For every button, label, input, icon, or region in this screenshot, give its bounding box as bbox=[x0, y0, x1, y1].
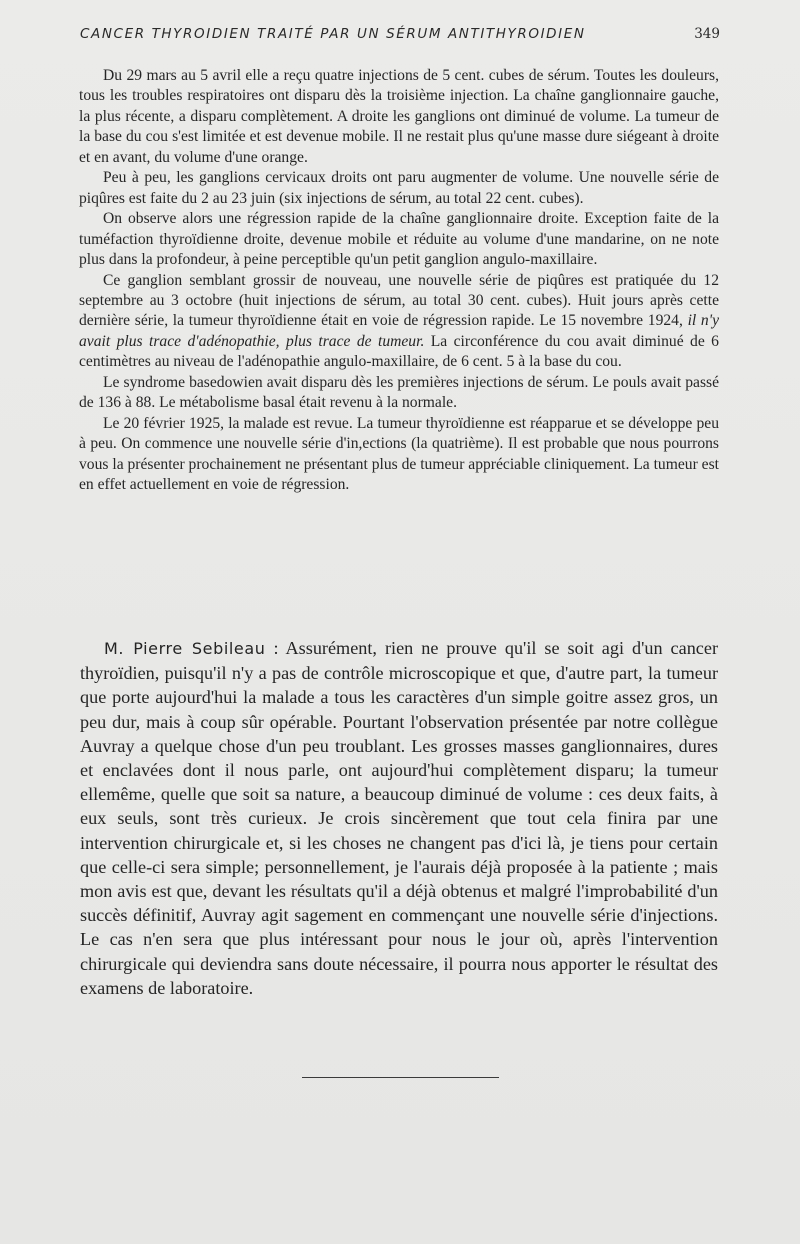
paragraph: Peu à peu, les ganglions cervicaux droits ont paru augmenter de volume. Une nouvelle série de piqûres est faite du 2 au 23 juin (six injections de sérum, au total 22 cent. cubes). bbox=[79, 169, 719, 207]
discussion-paragraph bbox=[80, 636, 718, 1000]
paragraph: Du 29 mars au 5 avril elle a reçu quatre injections de 5 cent. cubes de sérum. Toutes les douleurs, tous les troubles respiratoires ont disparu dès la troisième injection. La chaîne ganglionnaire gauche, la plus récente, a disparu complètement. A droite les ganglions ont diminué de volume. La tumeur de la base du cou s'est limitée et est devenue mobile. Il ne restait plus qu'une masse dure siégeant à droite et en avant, du volume d'une orange. bbox=[79, 67, 719, 166]
discussion-text bbox=[80, 636, 718, 1000]
running-head-title: CANCER THYROIDIEN TRAITÉ PAR UN SÉRUM ANTITHYROIDIEN bbox=[80, 26, 586, 42]
section-rule bbox=[302, 1077, 499, 1078]
paragraph: On observe alors une régression rapide de la chaîne ganglionnaire droite. Exception faite de la tuméfaction thyroïdienne droite, devenue mobile et réduite au volume d'une mandarine, on ne note plus dans la profondeur, à peine perceptible qu'un petit ganglion angulo-maxillaire. bbox=[79, 210, 719, 269]
italic-finding: il n'y avait plus trace d'adénopathie, plus trace de tumeur. bbox=[79, 312, 719, 350]
paragraph-text: Ce ganglion semblant grossir de nouveau, une nouvelle série de piqûres est pratiquée du 12 septembre au 3 octobre (huit injections de sérum, au total 30 cent. cubes). Huit jours après cette dernière série, la tumeur thyroïdienne était en voie de régression rapide. Le 15 novembre 1924, bbox=[79, 271, 719, 330]
paragraph: Le 20 février 1925, la malade est revue. La tumeur thyroïdienne est réapparue et se développe peu à peu. On commence une nouvelle série d'in,ections (la quatrième). Il est probable que nous pourrons vous la présenter prochainement ne présentant plus de tumeur appréciable cliniquement. La tumeur est en effet actuellement en voie de régression. bbox=[79, 414, 719, 494]
page-number: 349 bbox=[694, 26, 720, 42]
paragraph: Le syndrome basedowien avait disparu dès les premières injections de sérum. Le pouls avait passé de 136 à 88. Le métabolisme basal était revenu à la normale. bbox=[79, 373, 719, 412]
discussion-body: : Assurément, rien ne prouve qu'il se soit agi d'un cancer thyroïdien, puisqu'il n'y a pas de contrôle microscopique et que, d'autre part, la tumeur que porte aujourd'hui la malade a tous les caractères d'un simple goitre assez gros, un peu dur, mais à coup sûr opérable. Pourtant l'observation présentée par notre collègue Auvray a quelque chose d'un peu troublant. Les grosses masses ganglionnaires, dures et enclavées dont il nous parle, ont aujourd'hui complètement disparu; la tumeur ellemême, quelle que soit sa nature, a beaucoup diminué de volume : ces deux faits, à eux seuls, sont très curieux. Je crois sincèrement que tout cela finira par une intervention chirurgicale et, si les choses ne changent pas d'ici là, je tiens pour certain que celle-ci sera simple; personnellement, je l'aurais déjà proposée à la patiente ; mais mon avis est que, devant les résultats qu'il a déjà obtenus et malgré l'improbabilité d'un succès définitif, Auvray agit sagement en commençant une nouvelle série d'injections. Le cas n'en sera que plus intéressant pour nous le jour où, après l'intervention chirurgicale qui deviendra sans doute nécessaire, il pourra nous apporter le résultat des examens de laboratoire. bbox=[80, 638, 718, 998]
paragraph bbox=[79, 271, 719, 373]
case-report-text bbox=[79, 66, 719, 496]
speaker-name: M. Pierre Sebileau bbox=[104, 639, 266, 658]
running-head bbox=[80, 26, 720, 42]
paragraph-text: La circonférence du cou avait diminué de 6 centimètres au niveau de l'adénopathie angulo-maxillaire, de 6 cent. 5 à la base du cou. bbox=[79, 332, 719, 371]
